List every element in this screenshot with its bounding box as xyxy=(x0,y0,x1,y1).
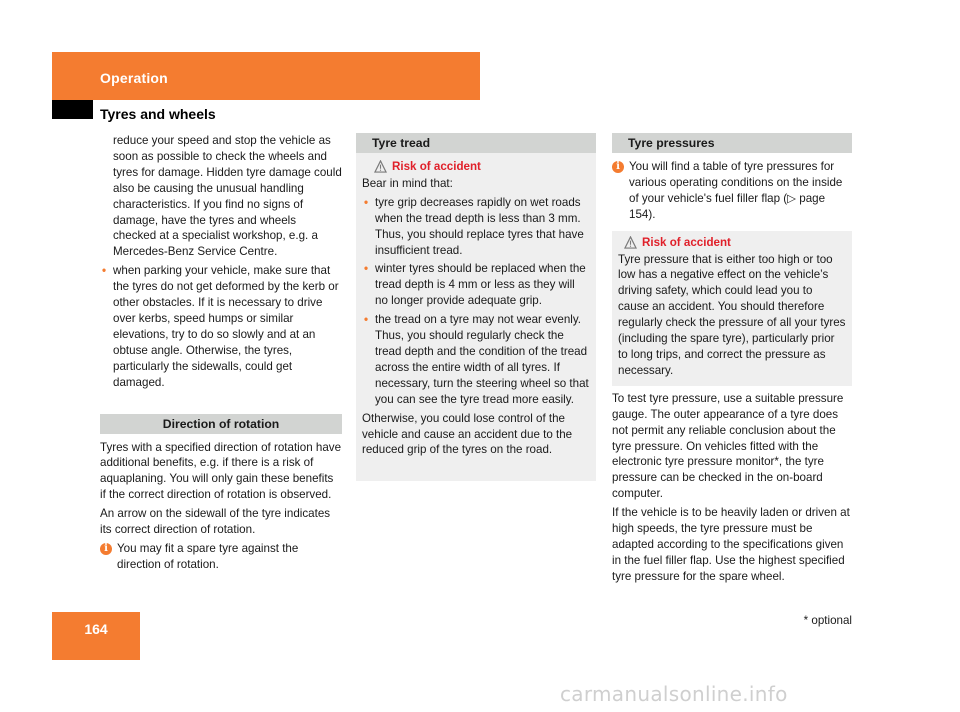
footnote: * optional xyxy=(803,614,852,627)
column-middle xyxy=(356,133,596,481)
info-icon: i xyxy=(100,543,112,555)
bullet-icon: • xyxy=(364,313,369,327)
paragraph: To test tyre pressure, use a suitable pressure gauge. The outer appearance of a tyre does not permit any reliable conclusion about the tyre pressure. On vehicles fitted with the electronic tyre pressure monitor*, the tyre pressure can be checked in the on-board computer. xyxy=(612,391,844,501)
paragraph: Tyres with a specified direction of rotation have additional benefits, e.g. if there is a risk of aquaplaning. You will only gain these benefits if the correct direction of rotation is observed. xyxy=(100,440,342,502)
section-tab-marker xyxy=(52,100,93,119)
continued-paragraph: reduce your speed and stop the vehicle as soon as possible to check the wheels and tyres for damage. Hidden tyre damage could also be causing the unusual handling characteristics. If you find no signs of damage, have the tyres and wheels checked at a specialist workshop, e.g. a Mercedes-Benz Service Centre. xyxy=(113,134,342,259)
warning-title xyxy=(362,159,590,175)
warning-text: Tyre pressure that is either too high or too low has a negative effect on the vehicle’s driving safety, which could lead you to cause an accident. You should therefore regularly check the pressure of all your tyres (including the spare tyre), particularly prior to long trips, and correct the pressure as necessary. xyxy=(618,252,846,377)
section-title: Operation xyxy=(100,70,168,86)
heading-tyre-pressures: Tyre pressures xyxy=(612,133,852,153)
warning-intro: Bear in mind that: xyxy=(362,176,453,190)
column-right xyxy=(612,133,852,588)
info-icon: i xyxy=(612,161,624,173)
warning-box xyxy=(612,231,852,386)
warning-triangle-icon xyxy=(374,160,387,173)
paragraph: If the vehicle is to be heavily laden or driven at high speeds, the tyre pressure must be adapted according to the specifications given in the fuel filler flap. Use the highest specified tyre pressure for the spare wheel. xyxy=(612,506,850,583)
bullet-item xyxy=(362,261,590,309)
warning-title xyxy=(618,235,846,251)
info-text: You will find a table of tyre pressures for various operating conditions on the inside of your vehicle's fuel filler flap (▷ page 154). xyxy=(629,160,843,221)
info-note xyxy=(100,541,342,573)
info-note xyxy=(612,159,852,223)
info-text: You may fit a spare tyre against the direction of rotation. xyxy=(117,541,299,571)
bullet-item xyxy=(362,195,590,259)
bullet-text: tyre grip decreases rapidly on wet roads when the tread depth is less than 3 mm. Thus, you should replace tyres that have insufficient tread. xyxy=(375,195,584,257)
column-left xyxy=(100,133,342,573)
warning-triangle-icon xyxy=(624,236,637,249)
bullet-text: when parking your vehicle, make sure that the tyres do not get deformed by the kerb or other obstacles. If it is necessary to drive over kerbs, speed humps or similar elevations, try to do so slowly and at an obtuse angle. Otherwise, the tyres, particularly the sidewalls, could get damaged. xyxy=(113,264,339,389)
bullet-item xyxy=(100,263,342,390)
bullet-icon: • xyxy=(102,264,107,278)
paragraph: An arrow on the sidewall of the tyre indicates its correct direction of rotation. xyxy=(100,507,331,537)
warning-title-text: Risk of accident xyxy=(392,160,481,173)
page-topic: Tyres and wheels xyxy=(100,106,216,122)
bullet-text: the tread on a tyre may not wear evenly. Thus, you should regularly check the tread depth and the condition of the tread across the entire width of all tyres. If necessary, turn the steering wheel so that you can see the tyre tread more easily. xyxy=(375,313,589,406)
bullet-icon: • xyxy=(364,195,369,209)
bullet-icon: • xyxy=(364,262,369,276)
heading-direction-of-rotation: Direction of rotation xyxy=(100,414,342,434)
watermark: carmanualsonline.info xyxy=(560,682,788,706)
warning-title-text: Risk of accident xyxy=(642,235,731,249)
warning-outro: Otherwise, you could lose control of the vehicle and cause an accident due to the reduced grip of the tyres on the road. xyxy=(362,411,573,457)
bullet-text: winter tyres should be replaced when the tread depth is 4 mm or less as they will no longer provide adequate grip. xyxy=(375,262,586,308)
bullet-item xyxy=(362,312,590,407)
page-number: 164 xyxy=(84,621,108,637)
heading-tyre-tread: Tyre tread xyxy=(356,133,596,153)
